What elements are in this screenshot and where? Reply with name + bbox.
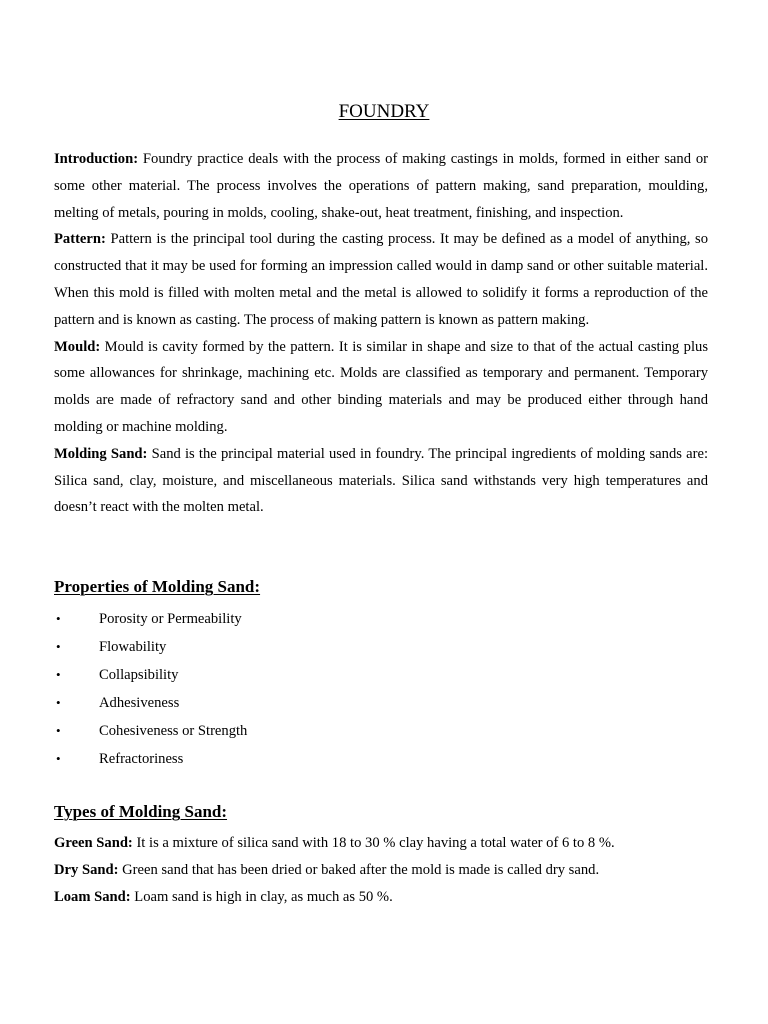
type-label: Green Sand: <box>54 835 133 851</box>
properties-heading-text: Properties of Molding Sand: <box>54 577 261 596</box>
paragraph-introduction <box>54 146 708 226</box>
types-heading-text: Types of Molding Sand: <box>54 802 228 821</box>
list-item <box>54 689 247 717</box>
bullet-icon: • <box>56 639 61 654</box>
list-item <box>54 717 247 745</box>
type-text: Loam sand is high in clay, as much as 50 %. <box>130 888 393 905</box>
type-label: Loam Sand: <box>54 888 131 905</box>
bullet-icon: • <box>56 723 61 738</box>
paragraph-label: Introduction: <box>54 151 139 167</box>
paragraph-text: Mould is cavity formed by the pattern. It is similar in shape and size to that of the actual casting plus some allowances for shrinkage, machining etc. Molds are classified as temporary and permanent. Temporary molds are made of refractory sand and other binding materials and may be produced either through hand molding or machine molding. <box>54 338 708 435</box>
type-loam-sand <box>54 884 708 911</box>
list-item-text: Collapsibility <box>99 667 179 683</box>
document-title-text: FOUNDRY <box>338 100 430 122</box>
paragraph-label: Mould: <box>54 338 101 355</box>
paragraph-pattern <box>54 226 708 333</box>
list-item <box>54 605 247 633</box>
type-text: It is a mixture of silica sand with 18 to 30 % clay having a total water of 6 to 8 %. <box>132 835 615 851</box>
paragraph-molding-sand <box>54 441 708 521</box>
list-item <box>54 745 247 773</box>
type-green-sand <box>54 830 708 857</box>
list-item-text: Porosity or Permeability <box>99 611 242 627</box>
type-text: Green sand that has been dried or baked after the mold is made is called dry sand. <box>118 861 600 878</box>
paragraph-text: Sand is the principal material used in foundry. The principal ingredients of molding sands are: Silica sand, clay, moisture, and miscellaneous materials. Silica sand withstands very high temperatures and doesn’t react with the molten metal. <box>54 445 708 516</box>
bullet-icon: • <box>56 611 61 626</box>
properties-heading <box>54 576 260 598</box>
paragraph-text: Pattern is the principal tool during the casting process. It may be defined as a model of anything, so constructed that it may be used for forming an impression called would in damp sand or other suitable material. When this mold is filled with molten metal and the metal is allowed to solidify it forms a reproduction of the pattern and is known as casting. The process of making pattern is known as pattern making. <box>54 231 708 328</box>
type-dry-sand <box>54 857 708 884</box>
types-section <box>54 830 708 910</box>
paragraph-mould <box>54 334 708 441</box>
list-item <box>54 633 247 661</box>
type-label: Dry Sand: <box>54 861 119 878</box>
list-item <box>54 661 247 689</box>
paragraph-text: Foundry practice deals with the process of making castings in molds, formed in either sand or some other material. The process involves the operations of pattern making, sand preparation, moulding, melting of metals, pouring in molds, cooling, shake-out, heat treatment, finishing, and inspection. <box>54 151 708 221</box>
bullet-icon: • <box>56 667 61 682</box>
paragraph-label: Pattern: <box>54 231 106 248</box>
list-item-text: Cohesiveness or Strength <box>99 723 248 739</box>
list-item-text: Adhesiveness <box>99 695 180 711</box>
bullet-icon: • <box>56 751 61 766</box>
intro-section <box>54 146 708 521</box>
document-title <box>0 100 768 124</box>
list-item-text: Flowability <box>99 639 167 655</box>
list-item-text: Refractoriness <box>99 751 184 767</box>
properties-list <box>54 605 247 773</box>
types-heading <box>54 801 227 823</box>
bullet-icon: • <box>56 695 61 710</box>
paragraph-label: Molding Sand: <box>54 445 148 462</box>
